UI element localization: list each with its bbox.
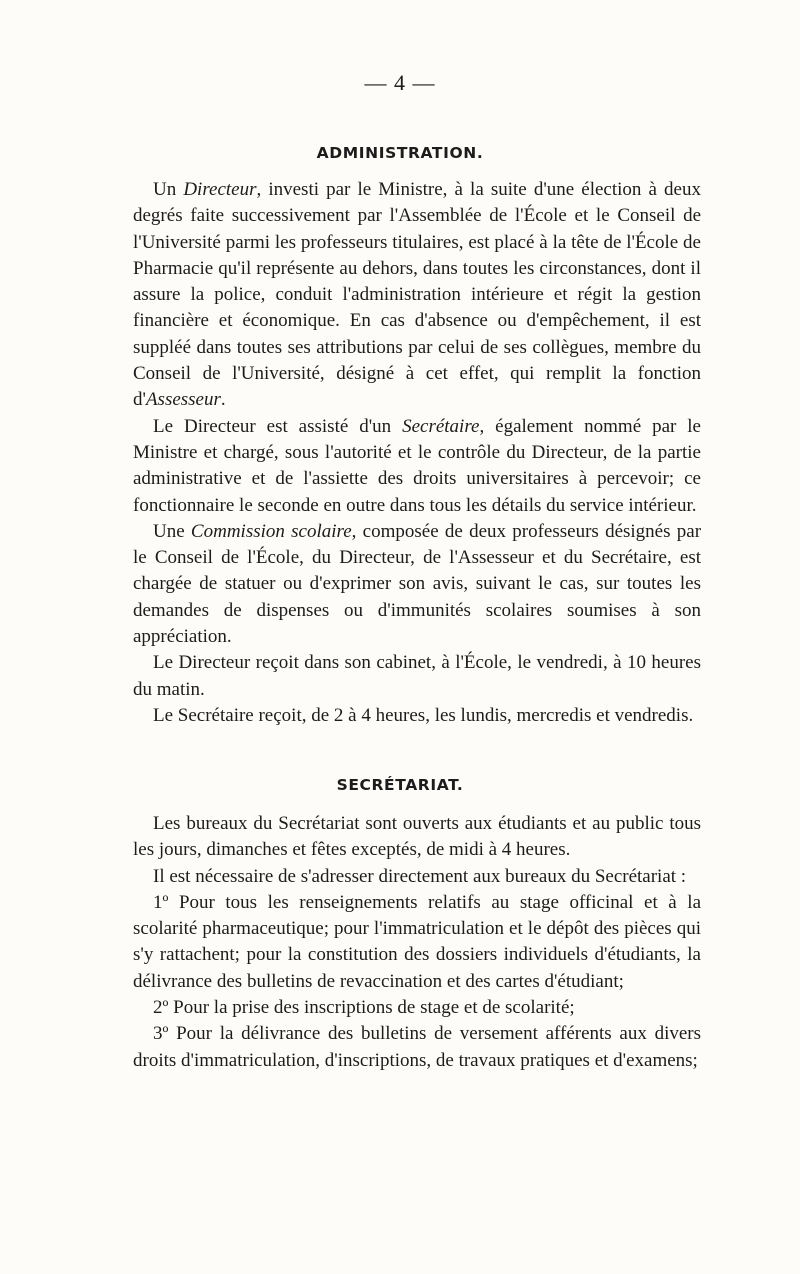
paragraph: Le Secrétaire reçoit, de 2 à 4 heures, les lundis, mercredis et vendredis. bbox=[153, 704, 694, 726]
paragraph: Il est nécessaire de s'adresser directement aux bureaux du Secrétariat : bbox=[153, 865, 687, 887]
section-heading-secretariat: SECRÉTARIAT. bbox=[336, 776, 464, 794]
paragraph-text: Le Directeur est assisté d'un bbox=[153, 415, 403, 437]
paragraph-text: , composée de deux professeurs désignés par le Conseil de l'École, du Directeur, de l'Assesseur et du Secrétaire, est chargée de statuer ou d'exprimer son avis, suivant le cas, sur toutes les demandes de dispenses ou d'immunités scolaires soumises à son appréciation. bbox=[133, 520, 702, 648]
page-number: — 4 — bbox=[364, 70, 436, 95]
paragraph: 1º Pour tous les renseignements relatifs au stage officinal et à la scolarité pharmaceutique; pour l'immatriculation et le dépôt des pièces qui s'y rattachent; pour la constitution des dossiers individuels d'étudiants, la délivrance des bulletins de revaccination et des cartes d'étudiant; bbox=[133, 891, 701, 992]
section-body-administration bbox=[133, 177, 701, 729]
paragraph: Le Directeur reçoit dans son cabinet, à l'École, le vendredi, à 10 heures du matin. bbox=[133, 652, 701, 700]
paragraph-text: . bbox=[220, 389, 226, 411]
paragraph: 2º Pour la prise des inscriptions de stage et de scolarité; bbox=[153, 997, 575, 1019]
emphasis-assesseur: Assesseur bbox=[145, 389, 221, 411]
paragraph bbox=[133, 414, 701, 519]
emphasis-commission-scolaire: Commission scolaire bbox=[190, 520, 352, 542]
paragraph bbox=[133, 177, 701, 414]
paragraph-text: , également nommé par le Ministre et chargé, sous l'autorité et le contrôle du Directeur, de la partie administrative et de l'assiette des droits universitaires à percevoir; ce fonctionnaire le seconde en outre dans tous les détails du service intérieur. bbox=[133, 415, 701, 516]
paragraph-text: Une bbox=[153, 520, 191, 542]
paragraph-text: Un bbox=[153, 179, 184, 200]
paragraph: 3º Pour la délivrance des bulletins de versement afférents aux divers droits d'immatriculation, d'inscriptions, de travaux pratiques et d'examens; bbox=[133, 1023, 701, 1071]
emphasis-secretaire: Secrétaire bbox=[402, 415, 480, 437]
emphasis-directeur: Directeur bbox=[183, 179, 257, 200]
section-body-secretariat bbox=[133, 811, 701, 1074]
section-heading-administration: ADMINISTRATION. bbox=[316, 144, 484, 162]
paragraph bbox=[133, 519, 701, 650]
paragraph-text: , investi par le Ministre, à la suite d'une élection à deux degrés faite successivement par l'Assemblée de l'École et le Conseil de l'Université parmi les professeurs titulaires, est placé à la tête de l'École de Pharmacie qu'il représente au dehors, dans toutes les circonstances, dont il assure la police, conduit l'administration intérieure et régit la gestion financière et économique. En cas d'absence ou d'empêchement, il est suppléé dans toutes ses attributions par celui de ses collègues, membre du Conseil de l'Université, désigné à cet effet, qui remplit la fonction d' bbox=[133, 179, 701, 411]
paragraph: Les bureaux du Secrétariat sont ouverts aux étudiants et au public tous les jours, dimanches et fêtes exceptés, de midi à 4 heures. bbox=[133, 813, 701, 861]
